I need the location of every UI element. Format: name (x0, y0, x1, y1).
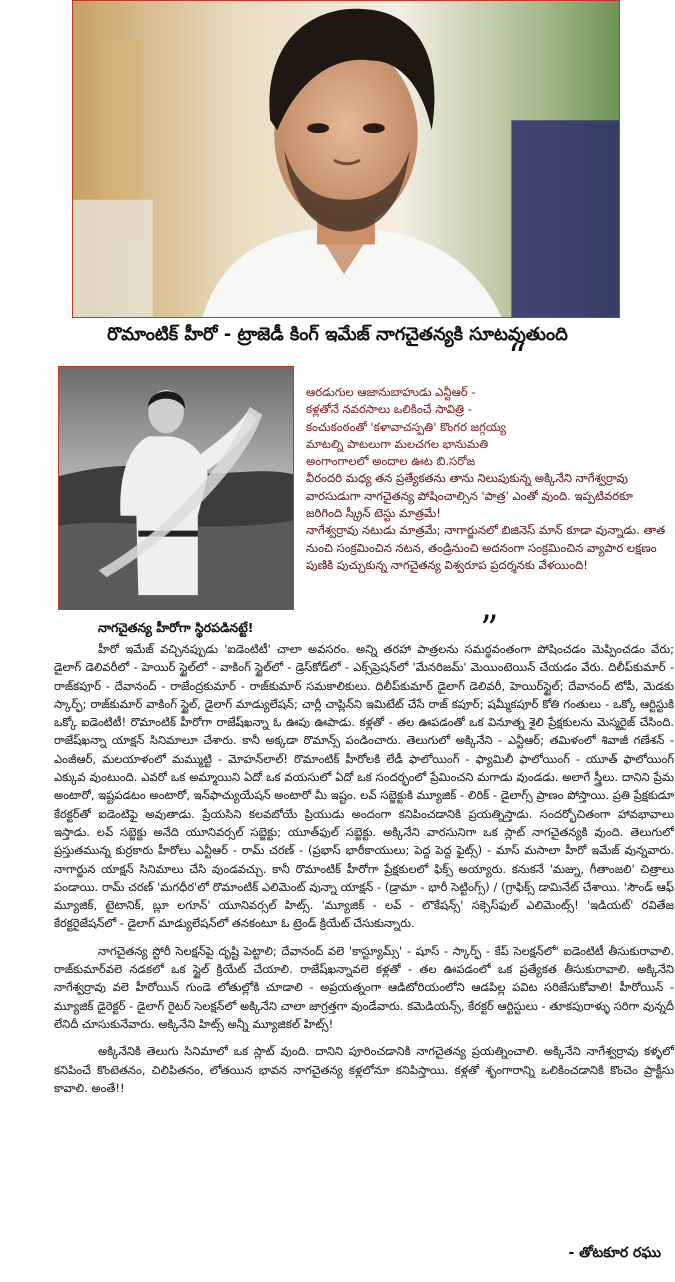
author-byline: - తోటకూర రఘు (568, 1245, 661, 1261)
headline: రొమాంటిక్ హీరో - ట్రాజెడీ కింగ్ ఇమేజ్ నాగచైతన్యకి సూటవుతుంది (107, 324, 568, 345)
quote-line: వీరందరి మధ్య తన ప్రత్యేకతను తాను నిలుపుకున్న అక్కినేని నాగేశ్వర్రావు వారసుడుగా నాగచైతన్య పోషించాల్సిన 'పాత్ర' ఎంతో వుంది. ఇప్పటివరకూ జరిగింది స్క్రీన్ టెస్టు మాత్రమే! (306, 471, 633, 521)
quote-line: ఆరడుగుల ఆజానుబాహుడు ఎన్టీఆర్ - (306, 385, 476, 399)
vintage-actor-image (59, 367, 293, 609)
hero-photo (72, 0, 620, 318)
quote-close-mark: ” (480, 609, 499, 650)
quote-line: అంగాంగాలలో అందాల ఊట బి.సరోజ (306, 454, 476, 469)
article-paragraph: నాగచైతన్య స్టోరీ సెలక్షన్‌పై దృష్టి పెట్టాలి; దేవానంద్ వలె 'కాస్ట్యూమ్స్' - షూస్ - స్కార్ఫ్ - కేప్ సెలక్షన్‌లో' ఐడెంటిటీ తీసుకురావాలి. రాజ్‌కుమార్‌వలె నడకలో ఒక స్టైల్ క్రియేట్ చేయాలి. రాజేష్‌ఖన్నావలె కళ్లతో - తల ఊపడంలో ఒక ప్రత్యేకత తీసుకురావాలి. అక్కినేని నాగేశ్వర్రావు వలె హీరోయిన్ గుండె లోతుల్లోకి చూడాలి - అప్రయత్నంగా ఆడిటోరియంలోని ఆడపిల్ల పవిట సరిజేసుకోవాలి! హీరోయిన్ - మ్యూజిక్ డైరెక్టర్ - డైలాగ్ రైటర్ సెలక్షన్‌లో అక్కినేని చాలా జాగ్రత్తగా వుండేవారు. కమెడియన్స్, కేరక్టర్ ఆర్టిస్టులు - తూకపురాళ్ళు సరిగా వున్నదీ లేనిదీ చూసుకునేవారు. అక్కినేని హిట్స్ అన్నీ మ్యూజికల్ హిట్స్! (54, 943, 674, 1031)
quote-line: కంచుకంఠంతో 'కళావాచస్పతి' కొంగర జగ్గయ్య (306, 419, 506, 434)
quote-line: నాగేశ్వర్రావు నటుడు మాత్రమే; నాగార్జునలో బిజినెస్ మాన్ కూడా వున్నాడు. తాత నుంచి సంక్రమించిన నటన, తండ్రినుంచి అదనంగా సంక్రమించిన వ్యాపార లక్షణం పుణికి పుచ్చుకున్న నాగచైతన్య విశ్వరూప ప్రదర్శనకు వేళయింది! (306, 523, 666, 572)
hero-portrait-image (73, 1, 619, 317)
quote-line: కళ్లతోనే నవరసాలు ఒలికించే సావిత్రి - (306, 402, 472, 417)
article-body (54, 640, 674, 1106)
quote-line: మాటల్ని పాటలుగా మలచగల భానుమతి (306, 436, 489, 451)
vintage-photo (58, 366, 294, 610)
quote-open-mark: “ (508, 337, 527, 378)
pull-quote (306, 384, 670, 616)
article-paragraph: అక్కినేనికి తెలుగు సినిమాలో ఒక స్లాట్ వుంది. దానిని పూరించడానికి నాగచైతన్య ప్రయత్నించాలి. అక్కినేని నాగేశ్వర్రావు కళ్ళలో కనిపించే కొంటెతనం, చిలిపితనం, లోతయిన భావన నాగచైతన్య కళ్లలోనూ కనిపిస్తాయి. కళ్లతో శృంగారాన్ని ఒలికించడానికి కొంచెం ప్రాక్టీసు కావాలి. అంతే!! (54, 1044, 674, 1095)
article-paragraph: హీరో ఇమేజ్ వచ్చినప్పుడు 'ఐడెంటిటీ' చాలా అవసరం. అన్ని తరహా పాత్రలను సమర్థవంతంగా పోషించడం మెప్పించడం వేరు; డైలాగ్ డెలివరీలో - హెయిర్ స్టైల్‌లో - వాకింగ్ స్టైల్‌లో - డ్రెస్‌కోడ్‌లో - ఎక్స్‌ప్రెషన్‌లో 'మేనరిజమ్' మెయింటెయిన్ చేయడం వేరు. దిలీప్‌కుమార్ - రాజ్‌కపూర్ - దేవానంద్ - రాజేంద్రకుమార్ - రాజ్‌కుమార్ సమకాలికులు. దిలీప్‌కుమార్ డైలాగ్ డెలివరీ, హెయిర్‌స్టైల్; దేవానంద్ టోపీ, మెడకు స్కార్ఫ్; రాజ్‌కుమార్ వాకింగ్ స్టైల్, డైలాగ్ మాడ్యులేషన్; చార్లీ చాప్లిన్‌ని ఇమిటేట్ చేసే రాజ్ కపూర్; షమ్మీకపూర్ కోతి గంతులు - ఒక్కో ఆర్టిస్టుకి ఒక్కో ఐడెంటిటీ! రొమాంటిక్ హీరోగా రాజేష్‌ఖన్నా ఓ ఊపు ఊపాడు. కళ్లతో - తల ఊపడంతో ఒక వినూత్న శైలి ప్రేక్షకులను మెస్మరైజ్ చేసింది. రాజేష్‌ఖన్నా యాక్షన్ సినిమాలూ చేశారు. కానీ అక్కడా రొమాన్స్ పండించారు. తెలుగులో అక్కినేని - ఎన్టీఆర్; తమిళంలో శివాజీ గణేశన్ - ఎంజీఆర్, మలయాళంలో మమ్ముట్టి - మోహన్‌లాల్! రొమాంటిక్ హీరోలకి లేడీ ఫాలోయింగ్ - ఫ్యామిలీ ఫాలోయింగ్ - యూత్ ఫాలోయింగ్ ఎక్కువ వుంటుంది. ఎవరో ఒక అమ్మాయిని ఏదో ఒక వయసులో ఏదో ఒక సందర్భంలో ప్రేమించని మగాడు వుండడు. అలాగే స్త్రీలు. దానిని ప్రేమ అంటారో, ఇష్టపడటం అంటారో, ఇన్‌ఫాచ్యుయేషన్ అంటారో మీ ఇష్టం. లవ్ సబ్జెక్టుకి మ్యూజిక్ - లిరిక్ - డైలాగ్స్ ప్రాణం పోస్తాయి. ప్రతి ప్రేక్షకుడూ కేరక్టర్‌తో ఐడెంటిఫై అవుతాడు. ప్రేయసిని కలవబోయే ప్రియుడు అందంగా కనిపించడానికి ప్రయత్నిస్తాడు. సందర్భోచితంగా హావభావాలు ఇస్తాడు. లవ్ సబ్జెక్టు అనేది యూనివర్సల్ సబ్జెక్టు; యూత్‌ఫుల్ సబ్జెక్టు. అక్కినేని వారసునిగా ఒక స్లాట్ నాగచైతన్యకి వుంది. తెలుగులో ప్రస్తుతమున్న కుర్రకారు హీరోలు ఎన్టీఆర్ - రామ్ చరణ్ - (ప్రభాస్ భారీకాయులు; పెద్ద పెద్ద ఫైట్స్) - మాస్ మసాలా హీరో ఇమేజ్ వున్నవారు. నాగార్జున యాక్షన్ సినిమాలు చేసి వుండవచ్చు. కానీ రొమాంటిక్ హీరోగా ప్రేక్షకులలో ఫిక్స్ అయ్యారు. కనుకనే 'మజ్ను, గీతాంజలి' చిత్రాలు పండాయి. రామ్ చరణ్ 'మగధీర'లో రొమాంటిక్ ఎలిమెంట్ వున్నా యాక్షన్ - (డ్రామా - భారీ సెట్టింగ్స్) / (గ్రాఫిక్స్ డామినేట్ చేశాయి. 'సౌండ్ ఆఫ్ మ్యూజిక్, టైటానిక్, బ్లూ లగూన్' యూనివర్సల్ హిట్స్. 'మ్యూజిక్ - లవ్ - లొకేషన్స్' సక్సెస్‌ఫుల్ ఎలిమెంట్స్! 'ఇడియట్' రవితేజ కేరక్టరైజేషన్‌లో - డైలాగ్ మాడ్యులేషన్‌లో తనకంటూ ఓ ట్రెండ్ క్రియేట్ చేసుకున్నారు. (54, 642, 674, 931)
photo-caption: నాగచైతన్య హీరోగా స్థిరపడినట్టే! (98, 620, 254, 635)
